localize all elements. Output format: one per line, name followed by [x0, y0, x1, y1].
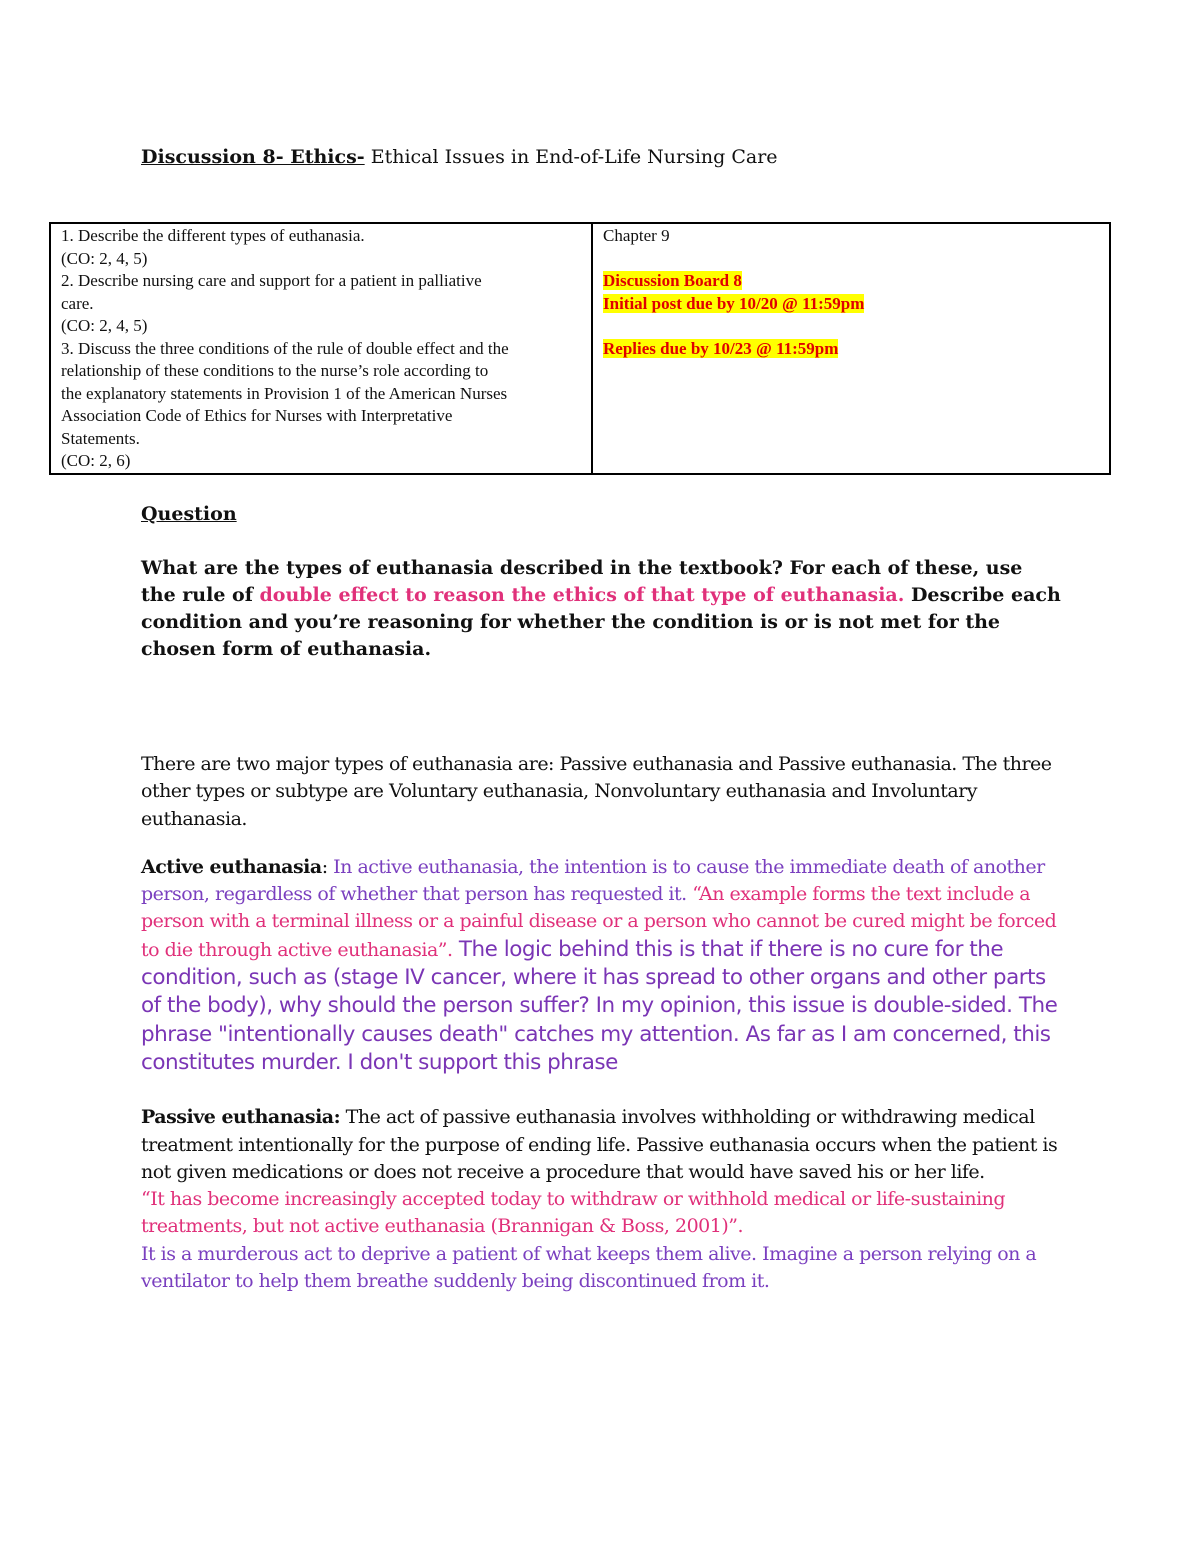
- document-title: [141, 143, 1101, 171]
- discussion-content: [141, 500, 1061, 1295]
- title-rest: Ethical Issues in End-of-Life Nursing Care: [364, 146, 778, 168]
- objective-line: the explanatory statements in Provision 1 of the American Nurses: [61, 383, 508, 403]
- due-dates-cell: [592, 223, 1110, 474]
- objective-line: 2. Describe nursing care and support for a patient in palliative: [61, 271, 482, 290]
- active-definition: In active euthanasia, the intention is to cause the immediate death of another person, regardless of whether that person has requested it.: [141, 855, 1045, 906]
- question-text: [141, 555, 1061, 663]
- initial-post-due: Initial post due by 10/20 @ 11:59pm: [603, 293, 865, 313]
- active-opinion: The logic behind this is that if there is no cure for the condition, such as (stage IV cancer, where it has spread to other organs and other parts of the body), why should the person suffer? In my opinion, this issue is double-sided. The phrase "intentionally causes death" catches my attention. As far as I am concerned, this constitutes murder. I don't support this phrase: [141, 936, 1058, 1075]
- intro-paragraph: There are two major types of euthanasia are: Passive euthanasia and Passive euthanasia. The three other types or subtype are Voluntary euthanasia, Nonvoluntary euthanasia and Involuntary euthanasia.: [141, 753, 1052, 830]
- objective-line: Statements.: [61, 428, 140, 448]
- objectives-cell: [50, 223, 592, 474]
- replies-due: Replies due by 10/23 @ 11:59pm: [603, 338, 839, 358]
- objective-line: (CO: 2, 6): [61, 451, 131, 470]
- objective-line: 1. Describe the different types of euthanasia.: [61, 226, 365, 245]
- title-bold-part: Discussion 8- Ethics-: [141, 146, 365, 168]
- objective-line: relationship of these conditions to the nurse’s role according to: [61, 361, 489, 380]
- passive-label: Passive euthanasia:: [141, 1106, 341, 1129]
- objective-line: care.: [61, 293, 94, 313]
- objective-line: Association Code of Ethics for Nurses with Interpretative: [61, 406, 453, 425]
- active-colon: :: [321, 855, 334, 878]
- active-quote: “An example forms the text include a person with a terminal illness or a painful disease or a person who cannot be cured might be forced to die through active euthanasia”.: [141, 883, 1057, 961]
- objective-line: (CO: 2, 4, 5): [61, 316, 148, 335]
- objective-line: (CO: 2, 4, 5): [61, 248, 148, 268]
- passive-opinion: It is a murderous act to deprive a patient of what keeps them alive. Imagine a person relying on a ventilator to help them breathe suddenly being discontinued from it.: [141, 1242, 1037, 1293]
- assignment-table: [49, 222, 1111, 475]
- objective-line: 3. Discuss the three conditions of the rule of double effect and the: [61, 338, 509, 358]
- passive-definition: The act of passive euthanasia involves withholding or withdrawing medical treatment intentionally for the purpose of ending life. Passive euthanasia occurs when the patient is not given medications or does not receive a procedure that would have saved his or her life.: [141, 1106, 1058, 1183]
- question-part-1: What are the types of euthanasia described in the textbook? For each of these, use the rule of: [141, 557, 1023, 606]
- question-heading: Question: [141, 503, 237, 525]
- passive-quote: “It has become increasingly accepted today to withdraw or withhold medical or life-sustaining treatments, but not active euthanasia (Brannigan & Boss, 2001)”.: [141, 1188, 1006, 1238]
- active-label: Active euthanasia: [141, 855, 322, 878]
- chapter-label: Chapter 9: [603, 226, 670, 245]
- passive-euthanasia-paragraph: [141, 1104, 1061, 1295]
- discussion-board-label: Discussion Board 8: [603, 271, 742, 290]
- question-part-2: Describe each condition and you’re reasoning for whether the condition is or is not met for the chosen form of euthanasia.: [141, 584, 1061, 660]
- question-highlight: double effect to reason the ethics of that type of euthanasia.: [259, 584, 905, 606]
- active-euthanasia-paragraph: [141, 854, 1061, 1077]
